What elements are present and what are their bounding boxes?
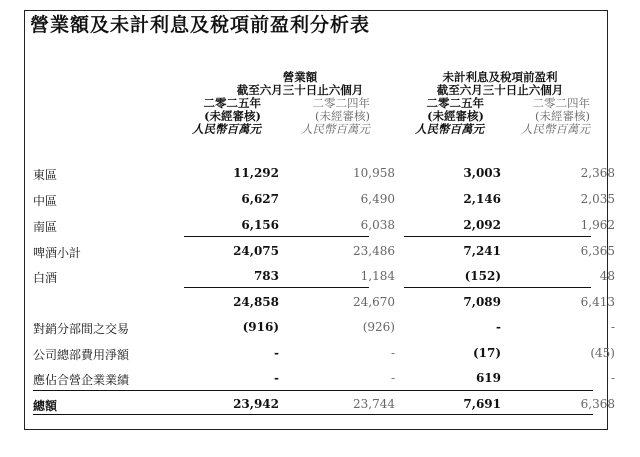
revenue-period-header: 截至六月三十日止六個月 [236, 83, 364, 97]
table-row [33, 166, 615, 182]
revenue-2025-cell: (916) [242, 320, 279, 334]
revenue-audit-2025: (未經審核) [204, 109, 261, 123]
ebit-2025-cell: 7,089 [463, 295, 501, 309]
ebit-group-header: 未計利息及稅項前盈利 [442, 70, 558, 84]
subtotal-rule-revenue [184, 236, 369, 237]
table-row [33, 218, 615, 234]
ebit-2025-cell: 2,092 [463, 218, 501, 232]
ebit-audit-2024: (未經審核) [535, 109, 590, 123]
ebit-year-2024: 二零二四年 [532, 96, 590, 110]
table-row [33, 192, 615, 208]
ebit-2024-cell: 6,413 [580, 295, 615, 309]
ebit-2024-cell: - [610, 371, 615, 385]
ebit-2025-cell: 619 [475, 371, 501, 385]
table-row [33, 269, 615, 285]
revenue-2025-cell: 24,075 [233, 244, 279, 258]
revenue-2025-cell: 6,156 [241, 218, 279, 232]
table-row [33, 244, 615, 260]
revenue-2025-cell: 6,627 [241, 192, 279, 206]
total-bottom-rule [33, 414, 593, 415]
row-label: 南區 [33, 220, 58, 234]
revenue-2024-cell: 1,184 [360, 269, 395, 283]
revenue-year-2024: 二零二四年 [312, 96, 370, 110]
total-top-rule [33, 390, 593, 391]
ebit-2025-cell: (152) [464, 269, 501, 283]
row-label: 中區 [33, 194, 58, 208]
ebit-2024-cell: 1,962 [580, 218, 615, 232]
revenue-2024-cell: 10,958 [353, 166, 395, 180]
table-row [33, 295, 615, 311]
revenue-2024-cell: - [390, 371, 395, 385]
table-row-total [33, 397, 615, 413]
revenue-year-2025: 二零二五年 [203, 96, 261, 110]
revenue-2025-cell: 783 [253, 269, 279, 283]
revenue-unit-2024: 人民幣百萬元 [301, 122, 370, 136]
ebit-2025-cell: 7,691 [463, 397, 501, 411]
ebit-unit-2025: 人民幣百萬元 [415, 122, 484, 136]
revenue-2025-cell: 23,942 [233, 397, 279, 411]
ebit-2024-cell: 2,035 [580, 192, 615, 206]
ebit-2024-cell: 48 [599, 269, 615, 283]
ebit-2025-cell: 2,146 [463, 192, 501, 206]
table-row [33, 320, 615, 336]
table-row [33, 371, 615, 387]
revenue-2024-cell: 6,490 [360, 192, 395, 206]
revenue-2024-cell: - [390, 346, 395, 360]
revenue-2025-cell: - [274, 346, 279, 360]
row-label: 應佔合營企業業績 [33, 373, 130, 387]
ebit-2024-cell: 2,368 [580, 166, 615, 180]
row-label: 總額 [33, 399, 58, 413]
row-label: 白酒 [33, 271, 58, 285]
revenue-2024-cell: (926) [362, 320, 395, 334]
ebit-2025-cell: (17) [472, 346, 501, 360]
ebit-unit-2024: 人民幣百萬元 [521, 122, 590, 136]
revenue-unit-2025: 人民幣百萬元 [192, 122, 261, 136]
ebit-period-header: 截至六月三十日止六個月 [436, 83, 564, 97]
revenue-2024-cell: 6,038 [360, 218, 395, 232]
subtotal-rule-ebit [404, 236, 591, 237]
row-label: 啤酒小計 [33, 246, 82, 260]
page-title: 營業額及未計利息及稅項前盈利分析表 [30, 14, 371, 36]
row-label: 公司總部費用淨額 [33, 348, 130, 362]
ebit-2024-cell: (45) [590, 346, 615, 360]
revenue-group-header: 營業額 [282, 70, 318, 84]
ebit-2024-cell: 6,368 [580, 397, 615, 411]
revenue-2025-cell: 24,858 [233, 295, 279, 309]
ebit-2024-cell: 6,365 [580, 244, 615, 258]
row-label: 對銷分部間之交易 [33, 322, 130, 336]
revenue-2024-cell: 23,744 [353, 397, 395, 411]
row-label: 東區 [33, 168, 58, 182]
ebit-2025-cell: - [496, 320, 501, 334]
table-row [33, 346, 615, 362]
revenue-2024-cell: 24,670 [353, 295, 395, 309]
subtotal-rule-revenue-2 [184, 287, 369, 288]
ebit-2024-cell: - [610, 320, 615, 334]
revenue-2024-cell: 23,486 [353, 244, 395, 258]
ebit-2025-cell: 7,241 [463, 244, 501, 258]
revenue-audit-2024: (未經審核) [315, 109, 370, 123]
ebit-audit-2025: (未經審核) [427, 109, 484, 123]
ebit-year-2025: 二零二五年 [426, 96, 484, 110]
revenue-2025-cell: 11,292 [233, 166, 279, 180]
subtotal-rule-ebit-2 [404, 287, 591, 288]
revenue-2025-cell: - [274, 371, 279, 385]
ebit-2025-cell: 3,003 [463, 166, 501, 180]
